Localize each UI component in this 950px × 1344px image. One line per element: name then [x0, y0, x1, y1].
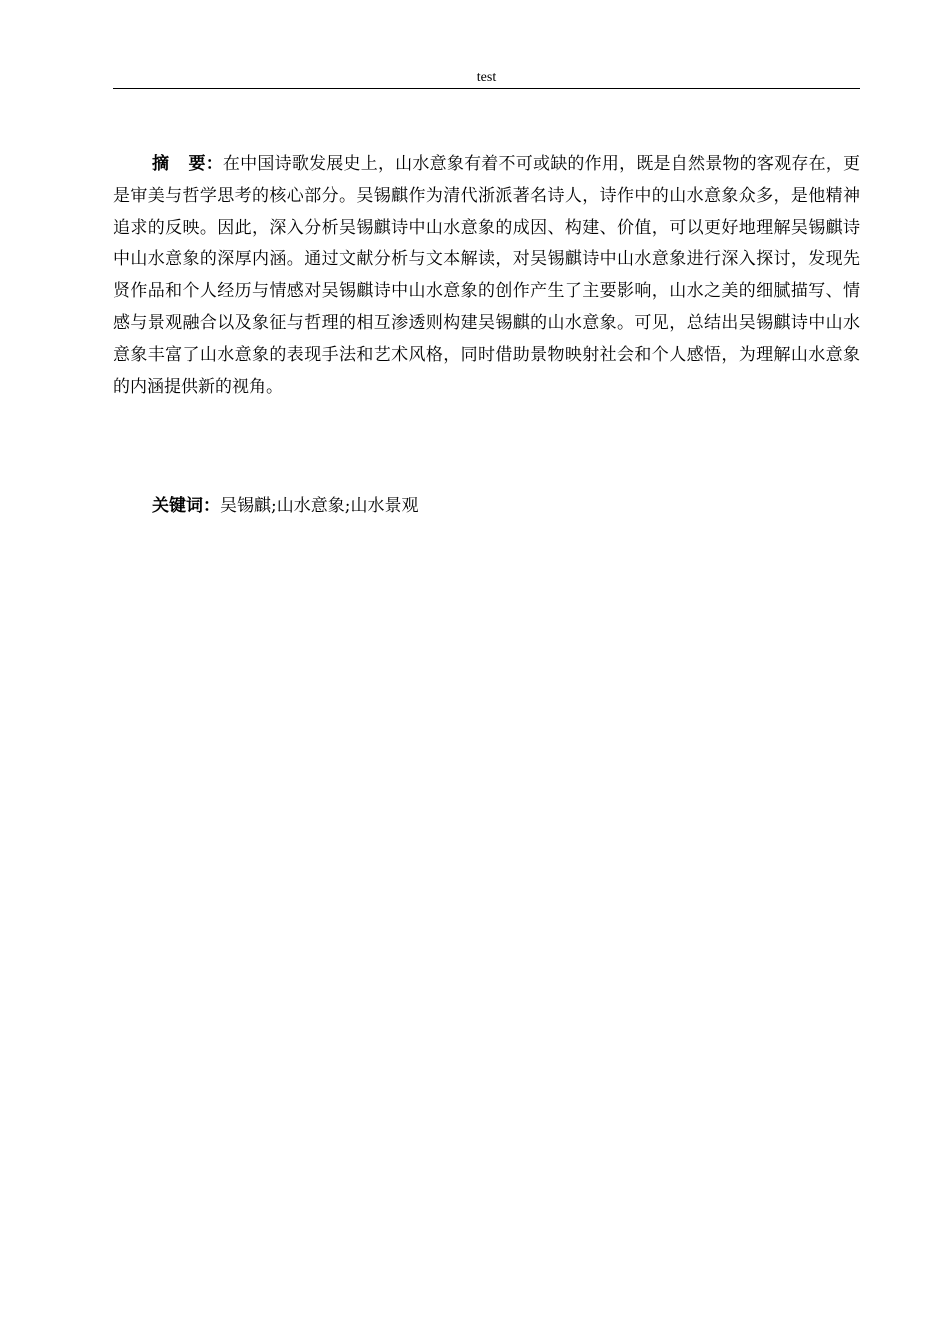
- abstract-paragraph: [113, 149, 860, 403]
- abstract-label: [152, 154, 223, 174]
- abstract-label-second: 要: [188, 154, 206, 174]
- abstract-label-first: 摘: [152, 154, 170, 174]
- keywords-value: 吴锡麒;山水意象;山水景观: [220, 496, 419, 516]
- keywords-line: [113, 492, 860, 520]
- header-rule: [113, 88, 860, 89]
- abstract-label-colon: ：: [205, 154, 223, 174]
- page-header-title: test: [476, 70, 497, 85]
- keywords-label: 关键词：: [152, 496, 220, 516]
- abstract-body: 在中国诗歌发展史上，山水意象有着不可或缺的作用，既是自然景物的客观存在，更是审美与哲学思考的核心部分。吴锡麒作为清代浙派著名诗人，诗作中的山水意象众多，是他精神追求的反映。因此，深入分析吴锡麒诗中山水意象的成因、构建、价值，可以更好地理解吴锡麒诗中山水意象的深厚内涵。通过文献分析与文本解读，对吴锡麒诗中山水意象进行深入探讨，发现先贤作品和个人经历与情感对吴锡麒诗中山水意象的创作产生了主要影响，山水之美的细腻描写、情感与景观融合以及象征与哲理的相互渗透则构建吴锡麒的山水意象。可见，总结出吴锡麒诗中山水意象丰富了山水意象的表现手法和艺术风格，同时借助景物映射社会和个人感悟，为理解山水意象的内涵提供新的视角。: [113, 154, 861, 397]
